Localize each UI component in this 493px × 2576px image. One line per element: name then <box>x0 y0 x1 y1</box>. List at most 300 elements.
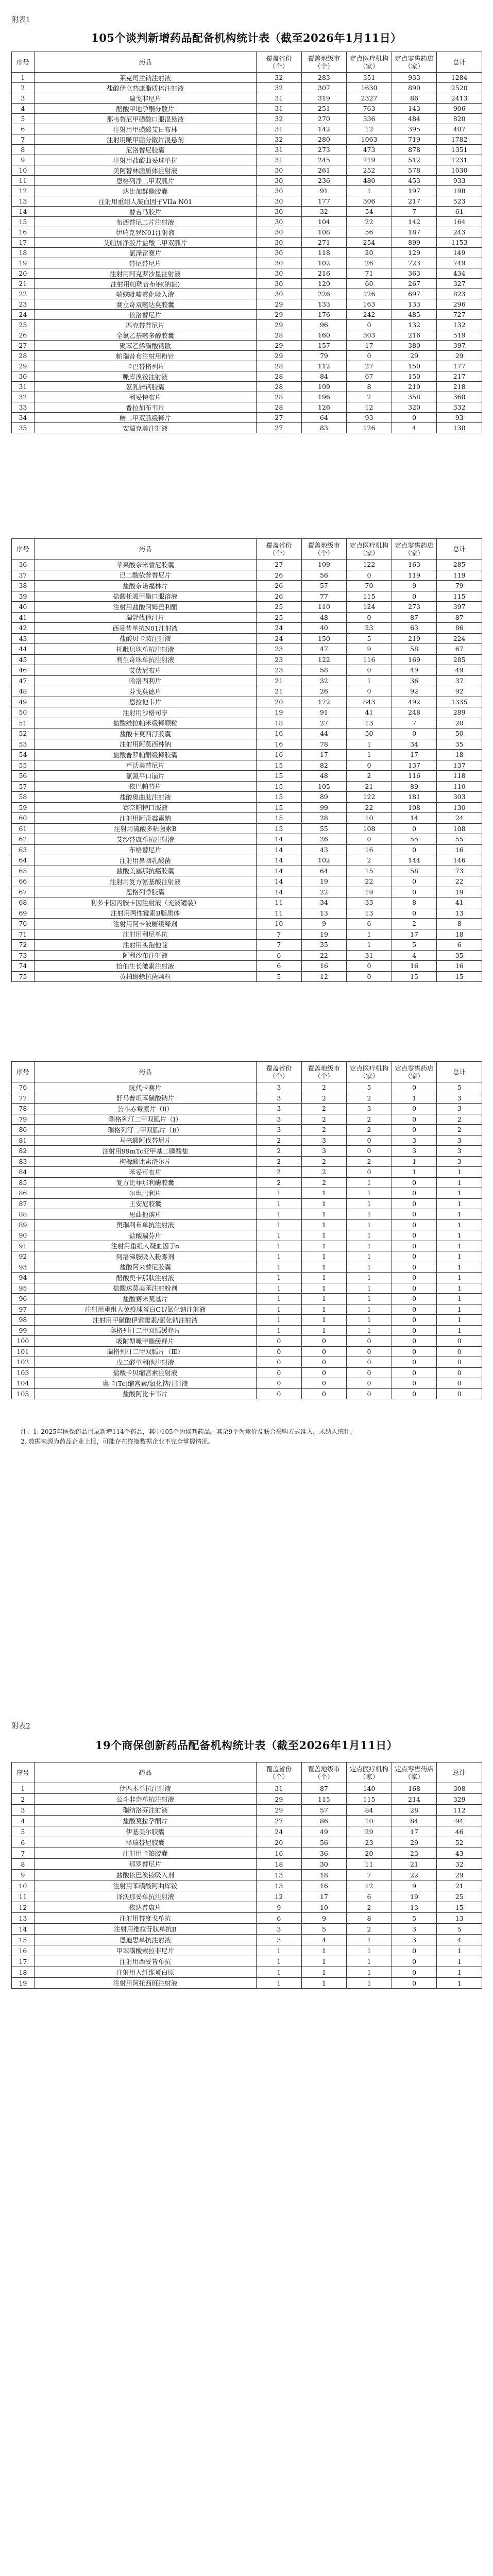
table-cell: 13 <box>12 196 35 207</box>
table-cell: 23 <box>392 1848 437 1859</box>
table-cell: 129 <box>392 248 437 258</box>
table-cell: 14 <box>257 887 302 897</box>
table-cell: 122 <box>301 654 347 665</box>
column-header: 覆盖地级市（个） <box>301 52 347 73</box>
table-cell: 92 <box>437 686 482 697</box>
table-cell: 57 <box>301 581 347 591</box>
drug-name-cell: 盐酸瑞芬片 <box>34 1230 256 1241</box>
drug-name-cell: 盐酸卡贝缩宫素注射液 <box>34 1367 256 1378</box>
table-cell: 17 <box>12 1956 35 1967</box>
drug-name-cell: 盐酸维拉帕米缓释颗粒 <box>34 718 256 728</box>
table-row <box>12 823 482 834</box>
table-cell: 1 <box>301 1241 347 1251</box>
table-cell: 1 <box>347 750 392 760</box>
table-cell: 41 <box>347 707 392 718</box>
column-header: 药品 <box>34 1062 256 1082</box>
table-cell: 18 <box>12 1967 35 1978</box>
table-cell: 150 <box>301 633 347 644</box>
table-cell: 32 <box>257 83 302 93</box>
table-cell: 14 <box>12 207 35 217</box>
table-row <box>12 665 482 676</box>
table-cell: 9 <box>392 581 437 591</box>
table-cell: 8 <box>347 382 392 392</box>
table-cell: 11 <box>12 1891 35 1902</box>
table-cell: 29 <box>392 351 437 361</box>
table-cell: 102 <box>301 855 347 866</box>
table-cell: 2 <box>301 1125 347 1136</box>
drug-name-cell: 公斗赤霉素片（Ⅱ） <box>34 1104 256 1114</box>
table-cell: 35 <box>12 423 35 433</box>
table-row <box>12 1891 482 1902</box>
table-cell: 30 <box>12 371 35 382</box>
drug-name-cell: 托吡贝珠单抗注射液 <box>34 644 256 655</box>
table-cell: 1 <box>301 1273 347 1283</box>
table-cell: 96 <box>12 1294 35 1304</box>
table-cell: 11 <box>12 176 35 186</box>
table-cell: 3 <box>437 1146 482 1157</box>
table-cell: 245 <box>301 155 347 165</box>
table-cell: 6 <box>12 124 35 134</box>
table-cell: 1 <box>347 1325 392 1336</box>
table-cell: 89 <box>392 781 437 792</box>
table-cell: 267 <box>392 279 437 289</box>
table-cell: 13 <box>437 908 482 919</box>
drug-name-cell: 恰伯生长激素注射液 <box>34 961 256 972</box>
table-row <box>12 591 482 602</box>
table-cell: 19 <box>301 876 347 887</box>
drug-name-cell: 公斗非奈单抗注射液 <box>34 1794 256 1805</box>
table-cell: 23 <box>257 654 302 665</box>
table-cell: 1 <box>257 1978 302 1989</box>
table-cell: 15 <box>257 760 302 771</box>
column-header: 序号 <box>12 1062 35 1082</box>
table-cell: 57 <box>301 1805 347 1816</box>
table-cell: 71 <box>347 268 392 279</box>
table-cell: 31 <box>257 104 302 114</box>
table-cell: 1 <box>257 1283 302 1294</box>
table-cell: 4 <box>301 1935 347 1945</box>
table-row <box>12 176 482 186</box>
table-cell: 80 <box>12 1125 35 1136</box>
table-cell: 19 <box>392 1891 437 1902</box>
table-cell: 273 <box>301 145 347 155</box>
table-cell: 51 <box>12 718 35 728</box>
table-cell: 11 <box>257 897 302 908</box>
table-cell: 1 <box>301 1967 347 1978</box>
table-cell: 48 <box>301 771 347 782</box>
table-cell: 64 <box>301 413 347 423</box>
table-cell: 1 <box>257 1273 302 1283</box>
drug-name-cell: 注射用沙格司亭 <box>34 707 256 718</box>
table-cell: 13 <box>437 1913 482 1924</box>
table-cell: 5 <box>347 633 392 644</box>
table-cell: 219 <box>392 633 437 644</box>
table-cell: 697 <box>392 289 437 299</box>
table-row <box>12 279 482 289</box>
annex2-table <box>11 1762 482 1989</box>
table-cell: 1 <box>437 1198 482 1209</box>
table-cell: 1 <box>437 1283 482 1294</box>
table-row <box>12 1198 482 1209</box>
table-row <box>12 1082 482 1093</box>
table-cell: 23 <box>12 299 35 310</box>
table-cell: 16 <box>257 1848 302 1859</box>
table-cell: 1 <box>301 1315 347 1326</box>
table-cell: 1 <box>301 1251 347 1262</box>
table-cell: 363 <box>392 268 437 279</box>
table-cell: 115 <box>301 1794 347 1805</box>
table-row <box>12 73 482 83</box>
table-cell: 11 <box>347 1859 392 1870</box>
table-cell: 19 <box>12 258 35 268</box>
table-cell: 55 <box>301 823 347 834</box>
table-cell: 2 <box>347 1924 392 1935</box>
table-cell: 2 <box>347 1093 392 1104</box>
table-cell: 77 <box>12 1093 35 1104</box>
table-cell: 14 <box>257 876 302 887</box>
table-cell: 1 <box>257 1956 302 1967</box>
table-row <box>12 1859 482 1870</box>
table-cell: 0 <box>301 1378 347 1389</box>
drug-name-cell: 盐酸赛米莫基片 <box>34 1294 256 1304</box>
table-cell: 492 <box>392 697 437 707</box>
column-header: 序号 <box>12 539 35 560</box>
table-cell: 1 <box>347 1935 392 1945</box>
table-row <box>12 1114 482 1125</box>
table-row <box>12 1325 482 1336</box>
table-cell: 29 <box>257 320 302 330</box>
table-cell: 126 <box>347 289 392 299</box>
drug-name-cell: 依洛替尼片 <box>34 310 256 320</box>
table-cell: 29 <box>392 1837 437 1848</box>
note-line: 注：1. 2025年医保药品目录新增114个药品，其中105个为谈判药品。其余9个为竞价及联合采购方式准入，未纳入统计。 <box>21 1428 356 1435</box>
table-cell: 1 <box>437 1315 482 1326</box>
table-cell: 104 <box>12 1378 35 1389</box>
table-cell: 49 <box>392 665 437 676</box>
table-cell: 236 <box>301 176 347 186</box>
table-cell: 84 <box>392 1816 437 1826</box>
drug-name-cell: 伊基美尔胶囊 <box>34 1826 256 1837</box>
table-cell: 0 <box>392 1367 437 1378</box>
table-cell: 21 <box>347 781 392 792</box>
drug-name-cell: 安瑞克美注射液 <box>34 423 256 433</box>
table-cell: 719 <box>392 134 437 145</box>
table-cell: 0 <box>392 1198 437 1209</box>
table-row <box>12 1378 482 1389</box>
table-cell: 22 <box>347 217 392 227</box>
table-cell: 22 <box>437 876 482 887</box>
table-cell: 2 <box>347 771 392 782</box>
drug-name-cell: 盐酸伊立替康脂质体注射液 <box>34 83 256 93</box>
table-row <box>12 844 482 855</box>
table-cell: 1 <box>301 1325 347 1336</box>
table-cell: 31 <box>257 93 302 104</box>
table-cell: 28 <box>257 402 302 413</box>
table-cell: 5 <box>437 1924 482 1935</box>
table-row <box>12 1219 482 1230</box>
drug-name-cell: 瑞戈非尼片 <box>34 93 256 104</box>
column-header: 定点医疗机构（家） <box>347 1062 392 1082</box>
column-header: 药品 <box>34 52 256 73</box>
table-cell: 30 <box>257 268 302 279</box>
drug-name-cell: 利生奇珠单抗注射液 <box>34 654 256 665</box>
table-cell: 13 <box>301 908 347 919</box>
table-cell: 45 <box>12 654 35 665</box>
drug-name-cell: 泽沃那妥单抗注射液 <box>34 1891 256 1902</box>
drug-name-cell: 枸橼酸比索洛尔片 <box>34 1156 256 1167</box>
table-cell: 18 <box>12 248 35 258</box>
column-header: 定点零售药店（家） <box>392 539 437 560</box>
table-cell: 30 <box>257 248 302 258</box>
drug-name-cell: 盐酸莫拉孕酮片 <box>34 1816 256 1826</box>
table-cell: 749 <box>437 258 482 268</box>
table-cell: 14 <box>257 855 302 866</box>
table-cell: 50 <box>347 728 392 739</box>
table-cell: 0 <box>392 823 437 834</box>
table-row <box>12 361 482 371</box>
column-header: 定点零售药店（家） <box>392 1062 437 1082</box>
table-cell: 23 <box>347 1837 392 1848</box>
table-cell: 8 <box>392 897 437 908</box>
table-cell: 0 <box>392 1114 437 1125</box>
table-cell: 26 <box>347 258 392 268</box>
table-cell: 0 <box>392 1357 437 1368</box>
table-cell: 1 <box>347 929 392 940</box>
column-header: 总计 <box>437 1762 482 1783</box>
table-cell: 32 <box>12 392 35 402</box>
table-cell: 0 <box>437 1336 482 1347</box>
table-cell: 3 <box>392 1924 437 1935</box>
table-cell: 67 <box>12 887 35 897</box>
drug-name-cell: 注射用盐酸曲妥珠单抗 <box>34 155 256 165</box>
table-cell: 17 <box>347 341 392 351</box>
drug-name-cell: 注射用甲磺酸艾日布林 <box>34 124 256 134</box>
table-cell: 9 <box>257 1902 302 1913</box>
table-cell: 1 <box>347 1230 392 1241</box>
table-cell: 820 <box>437 114 482 124</box>
table-cell: 15 <box>12 217 35 227</box>
table-cell: 1 <box>257 1967 302 1978</box>
table-cell: 3 <box>301 1135 347 1146</box>
drug-name-cell: 醋酸甲地孕酮分散片 <box>34 104 256 114</box>
table-cell: 22 <box>301 887 347 897</box>
table-row <box>12 560 482 570</box>
table-cell: 24 <box>257 623 302 634</box>
table-cell: 19 <box>301 929 347 940</box>
table-cell: 36 <box>301 1848 347 1859</box>
drug-name-cell: 奥格列汀二甲双胍缓释片 <box>34 1325 256 1336</box>
table-cell: 30 <box>257 196 302 207</box>
table-cell: 28 <box>257 330 302 341</box>
table-cell: 67 <box>437 644 482 655</box>
table-cell: 296 <box>437 299 482 310</box>
table-cell: 91 <box>301 707 347 718</box>
table-row <box>12 1837 482 1848</box>
table-row <box>12 423 482 433</box>
table-row <box>12 644 482 655</box>
table-cell: 360 <box>437 392 482 402</box>
table-cell: 1 <box>301 1230 347 1241</box>
table-cell: 3 <box>437 1104 482 1114</box>
table-cell: 15 <box>257 781 302 792</box>
table-cell: 251 <box>301 104 347 114</box>
table-row <box>12 887 482 897</box>
drug-name-cell: 马来酸阿伐替尼片 <box>34 1135 256 1146</box>
table-cell: 63 <box>12 844 35 855</box>
table-cell: 0 <box>347 834 392 845</box>
table-cell: 0 <box>392 1104 437 1114</box>
table-cell: 18 <box>257 1859 302 1870</box>
drug-name-cell: 瑞格列汀二甲双胍片（Ⅲ） <box>34 1346 256 1357</box>
table-cell: 4 <box>392 950 437 961</box>
table-cell: 33 <box>347 897 392 908</box>
table-cell: 15 <box>12 1935 35 1945</box>
table-cell: 2 <box>301 1156 347 1167</box>
column-header: 覆盖省份（个） <box>257 1762 302 1783</box>
table-row <box>12 771 482 782</box>
table-cell: 727 <box>437 310 482 320</box>
drug-name-cell: 阮代卡赛片 <box>34 1082 256 1093</box>
table-cell: 59 <box>12 802 35 813</box>
table-row <box>12 1924 482 1935</box>
table-cell: 20 <box>437 718 482 728</box>
table-cell: 283 <box>301 73 347 83</box>
table-cell: 0 <box>257 1336 302 1347</box>
drug-name-cell: 黄柏蟾蜍抗菌颗粒 <box>34 971 256 982</box>
drug-name-cell: 哈洛西利片 <box>34 675 256 686</box>
table-cell: 0 <box>347 1336 392 1347</box>
table-cell: 273 <box>392 602 437 613</box>
table-cell: 168 <box>392 1783 437 1794</box>
table-cell: 8 <box>12 145 35 155</box>
table-cell: 21 <box>12 279 35 289</box>
drug-name-cell: 氯泽雷赛片 <box>34 248 256 258</box>
table-cell: 1 <box>437 1230 482 1241</box>
table-cell: 16 <box>12 1945 35 1956</box>
table-cell: 2 <box>301 1093 347 1104</box>
column-header: 总计 <box>437 52 482 73</box>
table-cell: 8 <box>437 919 482 929</box>
note-line: 2. 数据来源为药品企业上报，可能存在终端数据企业不完全掌握情况。 <box>21 1438 214 1445</box>
table-cell: 30 <box>257 176 302 186</box>
table-cell: 1231 <box>437 155 482 165</box>
table-cell: 21 <box>392 1859 437 1870</box>
drug-name-cell: 注射用复方氨基酸注射液 <box>34 876 256 887</box>
table-cell: 169 <box>392 654 437 665</box>
table-row <box>12 1093 482 1104</box>
table-cell: 10 <box>12 1880 35 1891</box>
table-cell: 0 <box>437 1357 482 1368</box>
drug-name-cell: 利妥特布片 <box>34 392 256 402</box>
table-cell: 1 <box>301 1283 347 1294</box>
table-cell: 2 <box>347 392 392 402</box>
table-cell: 30 <box>257 186 302 196</box>
table-cell: 0 <box>392 1378 437 1389</box>
table-cell: 7 <box>347 1870 392 1880</box>
table-cell: 140 <box>347 1783 392 1794</box>
table-cell: 1 <box>347 1241 392 1251</box>
table-cell: 104 <box>301 217 347 227</box>
table-cell: 2 <box>392 919 437 929</box>
table-cell: 11 <box>257 908 302 919</box>
table-cell: 0 <box>347 570 392 581</box>
table-cell: 3 <box>392 1135 437 1146</box>
table-row <box>12 258 482 268</box>
table-cell: 197 <box>392 186 437 196</box>
table-cell: 18 <box>437 929 482 940</box>
table-cell: 89 <box>301 792 347 803</box>
table-cell: 28 <box>12 351 35 361</box>
table-cell: 36 <box>392 675 437 686</box>
table-cell: 198 <box>437 186 482 196</box>
drug-name-cell: 注射用帕瑞昔布钠(钠盐) <box>34 279 256 289</box>
table-cell: 261 <box>301 165 347 176</box>
table-cell: 20 <box>347 1848 392 1859</box>
table-cell: 2 <box>347 1125 392 1136</box>
drug-name-cell: 苹果酸奈米替尼胶囊 <box>34 560 256 570</box>
table-cell: 28 <box>257 382 302 392</box>
table-cell: 351 <box>347 73 392 83</box>
table-cell: 6 <box>257 961 302 972</box>
table-cell: 0 <box>347 686 392 697</box>
table-cell: 1 <box>392 1156 437 1167</box>
drug-name-cell: 哌库溴铵注射液 <box>34 371 256 382</box>
table-cell: 14 <box>257 866 302 876</box>
table-cell: 42 <box>12 623 35 634</box>
table-row <box>12 1177 482 1188</box>
table-cell: 1 <box>257 1198 302 1209</box>
table-cell: 0 <box>347 971 392 982</box>
table-cell: 8 <box>347 1913 392 1924</box>
table-cell: 0 <box>347 612 392 623</box>
table-row <box>12 1902 482 1913</box>
drug-name-cell: 注射用替度戈单抗 <box>34 1913 256 1924</box>
table-cell: 0 <box>301 1367 347 1378</box>
table-cell: 3 <box>257 1082 302 1093</box>
table-row <box>12 1880 482 1891</box>
table-cell: 15 <box>347 866 392 876</box>
table-row <box>12 1304 482 1315</box>
table-row <box>12 310 482 320</box>
table-cell: 3 <box>12 1805 35 1816</box>
table-cell: 3 <box>347 1104 392 1114</box>
table-cell: 157 <box>301 341 347 351</box>
table-cell: 97 <box>12 1304 35 1315</box>
drug-name-cell: 赛立奇双嘧达莫胶囊 <box>34 299 256 310</box>
table-cell: 102 <box>12 1357 35 1368</box>
table-cell: 1 <box>347 1251 392 1262</box>
table-cell: 0 <box>301 1357 347 1368</box>
table-cell: 2 <box>347 1114 392 1125</box>
table-cell: 12 <box>12 1902 35 1913</box>
table-cell: 25 <box>257 602 302 613</box>
table-cell: 25 <box>12 320 35 330</box>
table-row <box>12 1794 482 1805</box>
table-cell: 7 <box>257 940 302 951</box>
drug-name-cell: 布西替尼二片注射液 <box>34 217 256 227</box>
table-cell: 29 <box>257 310 302 320</box>
table-cell: 84 <box>301 371 347 382</box>
drug-name-cell: 王安尼胶囊 <box>34 1198 256 1209</box>
table-cell: 1 <box>347 1188 392 1199</box>
table-cell: 27 <box>347 361 392 371</box>
table-cell: 144 <box>392 855 437 866</box>
table-cell: 30 <box>257 289 302 299</box>
table-cell: 56 <box>347 227 392 238</box>
table-cell: 21 <box>257 675 302 686</box>
table-cell: 1 <box>437 1978 482 1989</box>
table-cell: 933 <box>392 73 437 83</box>
